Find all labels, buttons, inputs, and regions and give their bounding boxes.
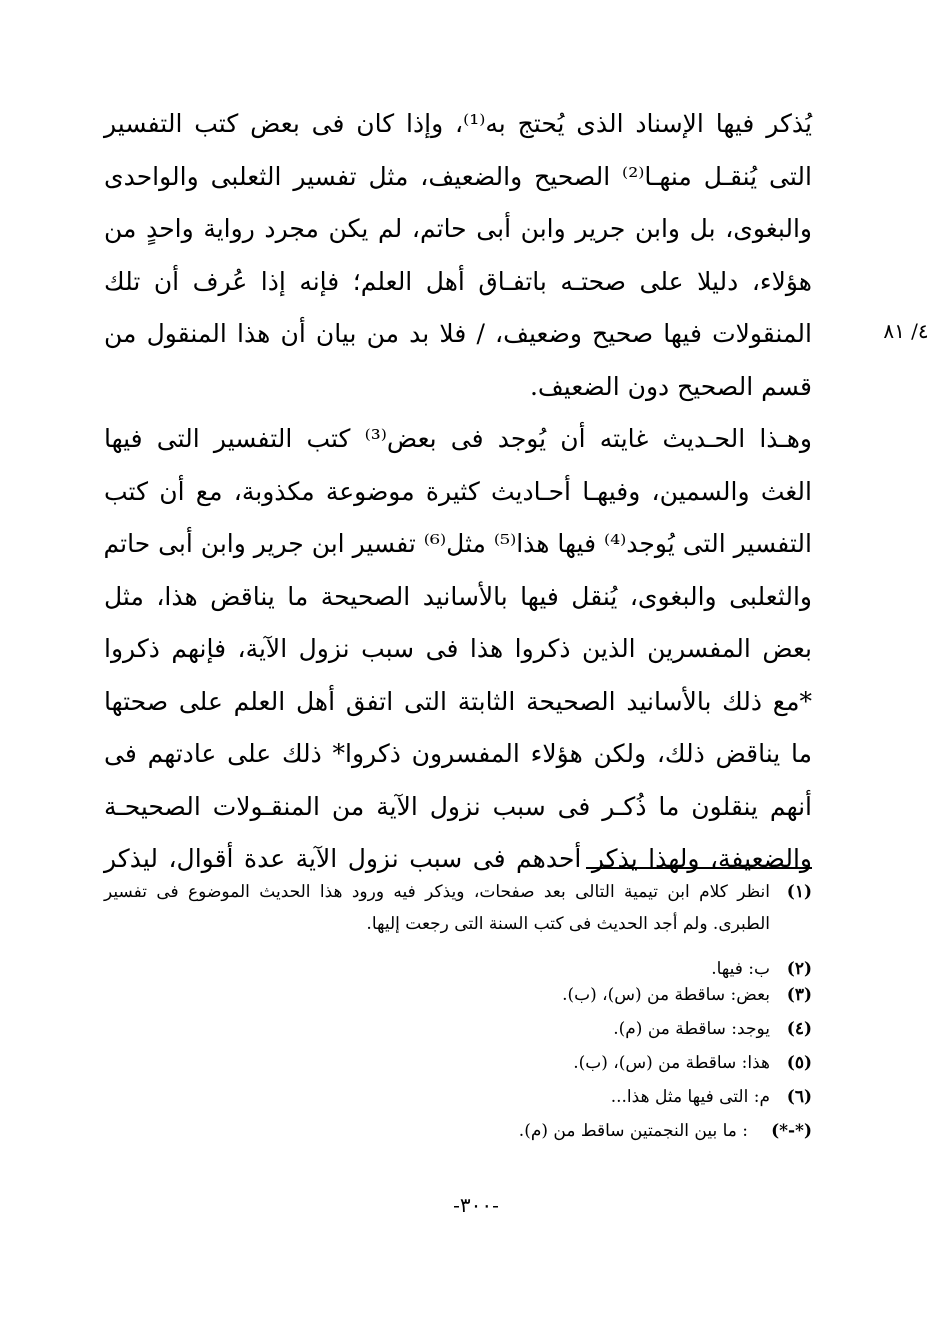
text-line: التفسير التى يُوجد⁽⁴⁾ فيها هذا⁽⁵⁾ مثل⁽⁶⁾ تفسير ابن جرير وابن أبى حاتم bbox=[103, 529, 812, 558]
text-line: *مع ذلك بالأسانيد الصحيحة الثابتة التى اتفق أهل العلم على صحتها bbox=[104, 686, 812, 716]
footnote-number: (٥) bbox=[786, 1053, 812, 1073]
footnote-text: يوجد: ساقطة من (م). bbox=[613, 1019, 770, 1039]
footnote-number: (٦) bbox=[786, 1087, 812, 1107]
footnote bbox=[104, 1080, 812, 1114]
text-line: بعض المفسرين الذين ذكروا هذا فى سبب نزول الآية، فإنهم ذكروا bbox=[104, 634, 812, 663]
text-line: أنهم ينقلون ما ذُكـر فى سبب نزول الآية من المنقـولات الصحيحـة bbox=[104, 791, 812, 821]
footnote-number: (١) bbox=[786, 882, 812, 902]
footnote-text: بعض: ساقطة من (س)، (ب). bbox=[562, 985, 770, 1005]
text-line: هؤلاء، دليلا على صحتـه باتفـاق أهل العلم؛ فإنه إذا عُرف أن تلك bbox=[104, 266, 812, 296]
text-line: ما يناقض ذلك، ولكن هؤلاء المفسرون ذكروا* ذلك على عادتهم فى bbox=[104, 739, 812, 768]
footnote-text: هذا: ساقطة من (س)، (ب). bbox=[573, 1053, 770, 1073]
text-line: المنقولات فيها صحيح وضعيف، / فلا بد من بيان أن هذا المنقول من bbox=[104, 319, 812, 348]
footnote-number: (٢) bbox=[786, 959, 812, 979]
text-line: والثعلبى والبغوى، يُنقل فيها بالأسانيد الصحيحة ما يناقض هذا، مثل bbox=[104, 581, 812, 611]
footnote bbox=[104, 1046, 812, 1080]
text-line: والبغوى، بل وابن جرير وابن أبى حاتم، لم يكن مجرد رواية واحدٍ من bbox=[104, 214, 812, 243]
footnote bbox=[104, 1012, 812, 1046]
text-line: قسم الصحيح دون الضعيف. bbox=[529, 371, 812, 401]
footnote-number: (٤) bbox=[786, 1019, 812, 1039]
footnote bbox=[104, 1114, 812, 1148]
footnote-separator bbox=[586, 867, 812, 869]
text-line: وهـذا الحـديث غايته أن يُوجد فى بعض⁽³⁾ كتب التفسير التى فيها bbox=[104, 424, 812, 453]
footnote-text: انظر كلام ابن تيمية التالى بعد صفحات، ويذكر فيه ورود هذا الحديث الموضوع فى تفسير الطبرى. ولم أجد الحديث فى كتب السنة التى رجعت إليها. bbox=[104, 882, 770, 934]
footnote bbox=[104, 978, 812, 1012]
text-line: التى يُنقـل منهـا⁽²⁾ الصحيح والضعيف، مثل تفسير الثعلبى والواحدى bbox=[104, 161, 812, 191]
footnote-number: (*-*) bbox=[771, 1121, 812, 1141]
footnote-text: ب: فيها. bbox=[711, 959, 770, 979]
footnotes bbox=[104, 876, 812, 1148]
footnote-text: : ما بين النجمتين ساقط من (م). bbox=[518, 1121, 748, 1141]
footnote bbox=[104, 876, 812, 940]
footnote-number: (٣) bbox=[786, 985, 812, 1005]
text-line: والضعيفة، ولهذا يذكر أحدهم فى سبب نزول الآية عدة أقوال، ليذكر bbox=[104, 844, 812, 873]
text-line: يُذكر فيها الإسناد الذى يُحتج به⁽¹⁾، وإذا كان فى بعض كتب التفسير bbox=[104, 109, 813, 138]
main-text bbox=[104, 98, 812, 886]
margin-reference: ٤/ ٨١ bbox=[883, 319, 929, 343]
page-number: -٣٠٠- bbox=[453, 1193, 499, 1217]
footnote-text: م: التى فيها مثل هذا... bbox=[610, 1087, 770, 1107]
text-line: الغث والسمين، وفيهـا أحـاديث كثيرة موضوعة مكذوبة، مع أن كتب bbox=[104, 476, 812, 506]
